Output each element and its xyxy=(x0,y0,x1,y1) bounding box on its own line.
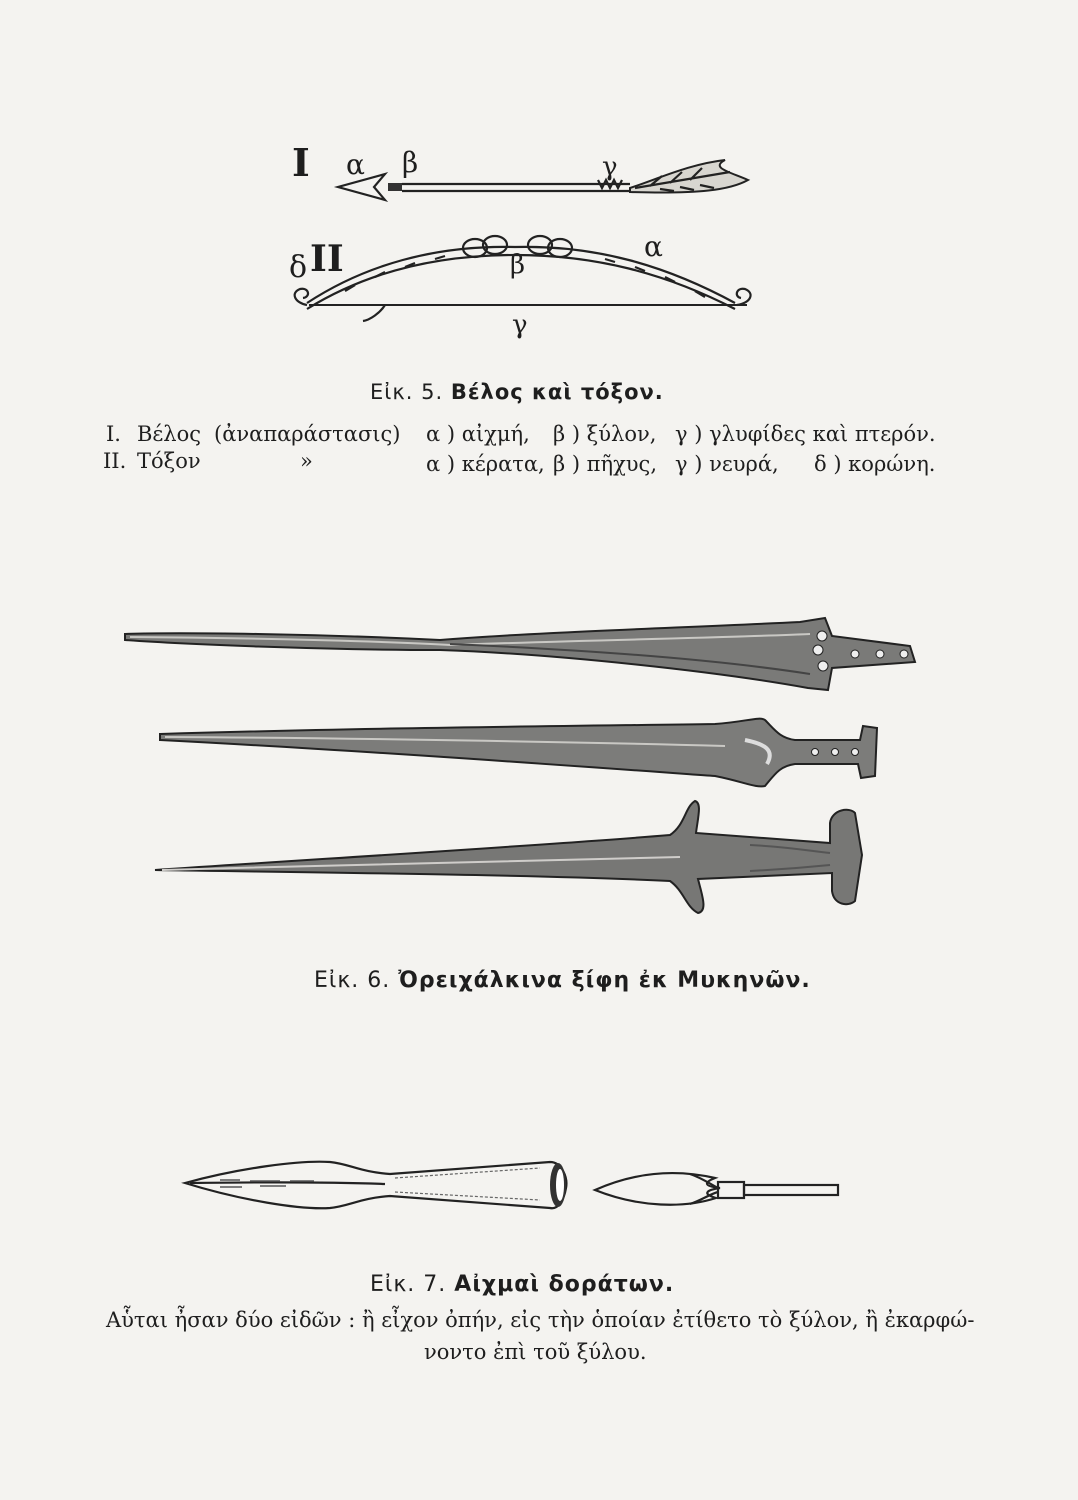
bow-drawing xyxy=(285,225,765,330)
figure-7-text-line-1: Αὗται ἦσαν δύο εἰδῶν : ἢ εἶχον ὀπήν, εἰς τὴν ὁποίαν ἐτίθετο τὸ ξύλον, ἢ ἐκαρφώ- xyxy=(106,1308,975,1332)
figure-5-caption-prefix: Εἰκ. 5. xyxy=(370,380,444,404)
bow-label-beta: β xyxy=(510,250,526,280)
legend-note-2: » xyxy=(300,449,313,473)
legend-roman-1: I. xyxy=(106,422,121,446)
legend-part: α ) κέρατα, xyxy=(426,452,545,476)
figure-6-caption-prefix: Εἰκ. 6. xyxy=(314,968,391,993)
figure-7-caption-title: Αἰχμαὶ δοράτων. xyxy=(454,1272,675,1297)
bow-label-delta: δ xyxy=(289,250,308,285)
legend-roman-2: II. xyxy=(103,449,127,473)
legend-name-2: Τόξον xyxy=(137,449,201,473)
arrow-numeral: I xyxy=(292,140,310,185)
arrow-label-gamma: γ xyxy=(602,152,618,182)
figure-7-caption-prefix: Εἰκ. 7. xyxy=(370,1272,447,1297)
legend-name-1: Βέλος xyxy=(137,422,202,446)
spearhead-socketed-drawing xyxy=(180,1148,580,1218)
legend-part: α ) αἰχμή, xyxy=(426,422,530,446)
sword-3-drawing xyxy=(150,795,880,925)
legend-note-1: (ἀναπαράστασις) xyxy=(214,422,401,446)
sword-1-drawing xyxy=(120,610,930,705)
figure-6-caption-title: Ὀρειχάλκινα ξίφη ἐκ Μυκηνῶν. xyxy=(398,968,811,993)
arrow-label-beta: β xyxy=(402,146,419,179)
legend-part: δ ) κορώνη. xyxy=(814,452,936,476)
arrow-drawing xyxy=(330,150,760,210)
arrow-label-alpha: α xyxy=(346,148,365,181)
figure-7-text-line-2: νοντο ἐπὶ τοῦ ξύλου. xyxy=(424,1340,647,1364)
legend-part: γ ) γλυφίδες καὶ πτερόν. xyxy=(675,422,936,446)
legend-part: γ ) νευρά, xyxy=(675,452,779,476)
spearhead-tanged-drawing xyxy=(590,1160,850,1220)
figure-5-caption-title: Βέλος καὶ τόξον. xyxy=(450,380,664,404)
legend-part: β ) ξύλον, xyxy=(553,422,657,446)
sword-2-drawing xyxy=(155,710,885,795)
bow-label-gamma: γ xyxy=(512,310,528,340)
bow-numeral: II xyxy=(310,238,344,280)
bow-label-alpha: α xyxy=(644,230,663,263)
legend-part: β ) πῆχυς, xyxy=(553,452,657,476)
